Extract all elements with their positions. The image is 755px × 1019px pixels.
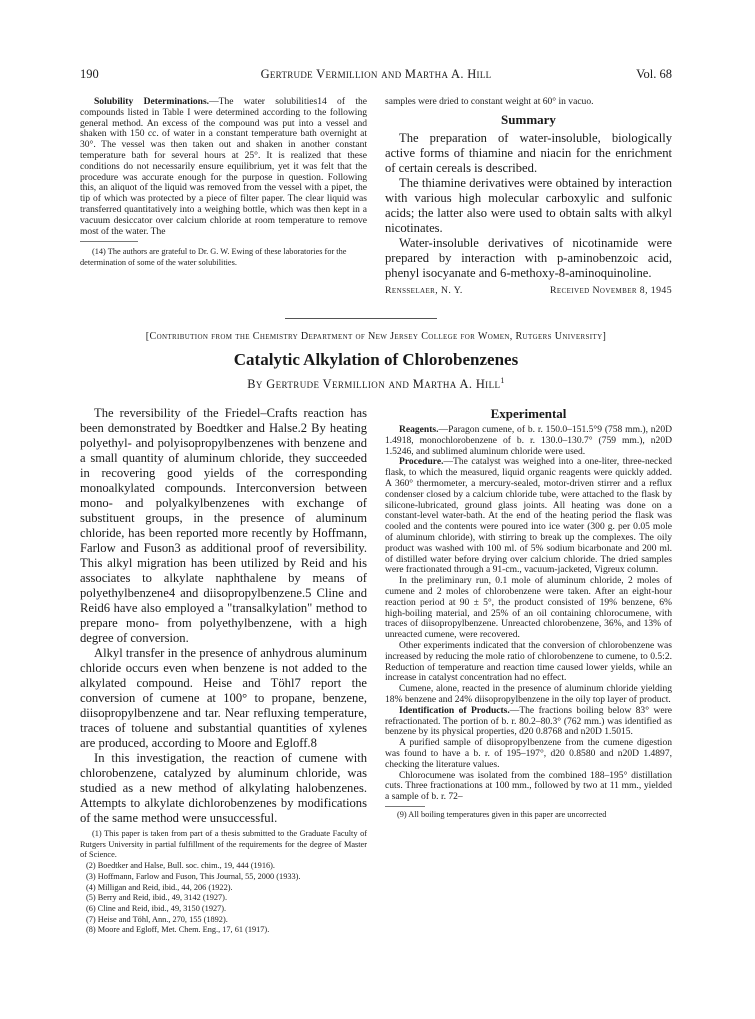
reagents-heading: Reagents. xyxy=(399,424,439,435)
footnote-14: (14) The authors are grateful to Dr. G. W. Ewing of these laboratories for the determination of some of the water solubilities. xyxy=(80,247,347,267)
prev-article-right-column xyxy=(385,97,672,299)
reagents-text: —Paragon cumene, of b. r. 150.0–151.5°9 (758 mm.), n20D 1.4918, monochlorobenzene of b. r. 130.0–130.7° (759 mm.), n20D 1.5246, and sublimed aluminum chloride were used. xyxy=(385,424,672,457)
preliminary-run-paragraph: In the preliminary run, 0.1 mole of aluminum chloride, 2 moles of cumene and 2 moles of chlorobenzene were taken. After an eight-hour reaction period at 90 ± 5°, the product consisted of 19% benzene, 6% high-boiling material, and 25% of an oil containing chlorocumene, with traces of diisopropylbenzene. Unreacted chlorobenzene, 36%, and 13% of unreacted cumene, were recovered. xyxy=(385,575,672,641)
footnote-5: (5) Berry and Reid, ibid., 49, 3142 (1927). xyxy=(86,893,228,903)
procedure-text: —The catalyst was weighed into a one-liter, three-necked flask, to which the measured, liquid organic reagents were quickly added. A 360° thermometer, a mercury-sealed, motor-driven stirrer and a reflux condenser closed by a calcium chloride tube, were attached to the flask by silicone-lubricated, ground glass joints. All heating was done on a constant-level water-bath. At the end of the heating period the flask was cooled and the contents were poured into ice water (300 g. per 0.05 mole of aluminum chloride), with stirring to break up the complexes. The oily product was washed with 100 ml. of 5% sodium bicarbonate and 200 ml. of distilled water before drying over calcium chloride. The dried samples were fractionated through a 91-cm., vacuum-jacketed, Vigreux column. xyxy=(385,456,672,576)
footnote-rule-2 xyxy=(385,806,425,807)
location: Rensselaer, N. Y. xyxy=(385,284,463,296)
volume-number: Vol. 68 xyxy=(636,67,672,81)
running-head xyxy=(80,67,672,85)
page-number: 190 xyxy=(80,67,99,81)
byline-text: By Gertrude Vermillion and Martha A. Hill xyxy=(247,377,501,392)
solubility-paragraph xyxy=(80,97,367,237)
summary-paragraph-1: The preparation of water-insoluble, biologically active forms of thiamine and niacin for the enrichment of certain cereals is described. xyxy=(385,130,672,175)
cumene-alone-paragraph: Cumene, alone, reacted in the presence of aluminum chloride yielding 18% benzene and 24% diisopropylbenzene in the oily top layer of product. xyxy=(385,683,672,705)
diisopropylbenzene-paragraph: A purified sample of diisopropylbenzene from the cumene digestion was found to have a b. r. of 195–197°, d20 0.8580 and n20D 1.4897, checking the literature values. xyxy=(385,737,672,770)
article-left-column xyxy=(80,406,367,936)
reagents-paragraph xyxy=(385,425,672,457)
summary-heading: Summary xyxy=(501,111,556,127)
running-head-authors: Gertrude Vermillion and Martha A. Hill xyxy=(260,67,492,81)
identification-paragraph xyxy=(385,706,672,738)
footnote-4: (4) Milligan and Reid, ibid., 44, 206 (1922). xyxy=(86,882,233,892)
chlorocumene-paragraph: Chlorocumene was isolated from the combined 188–195° distillation cuts. Three fractionations at 100 mm., followed by two at 11 mm., yielded a sample of b. r. 72– xyxy=(385,769,672,803)
procedure-paragraph xyxy=(385,457,672,576)
footnote-1: (1) This paper is taken from part of a thesis submitted to the Graduate Faculty of Rutgers University in partial fulfillment of the requirements for the degree of Master of Science. xyxy=(80,829,367,860)
contribution-line: [Contribution from the Chemistry Department of New Jersey College for Women, Rutgers University] xyxy=(145,331,607,342)
prev-continuation: samples were dried to constant weight at 60° in vacuo. xyxy=(385,96,594,107)
footnote-7: (7) Heise and Töhl, Ann., 270, 155 (1892). xyxy=(86,914,228,924)
article-title: Catalytic Alkylation of Chlorobenzenes xyxy=(233,350,519,369)
summary-paragraph-2: The thiamine derivatives were obtained by interaction with various high molecular carboxylic and sulfonic acids; the latter also were used to obtain salts with alkyl nicotinates. xyxy=(385,175,672,235)
received-date: Received November 8, 1945 xyxy=(549,284,672,296)
identification-text: —The fractions boiling below 83° were refractionated. The portion of b. r. 80.2–80.3° (762 mm.) was identified as benzene by its physical properties, d20 0.8768 and n20D 1.5015. xyxy=(385,704,672,738)
footnote-8: (8) Moore and Egloff, Met. Chem. Eng., 17, 61 (1917). xyxy=(86,925,270,935)
solubility-heading: Solubility Determinations. xyxy=(94,96,210,107)
procedure-heading: Procedure. xyxy=(399,456,444,468)
footnote-2: (2) Boedtker and Halse, Bull. soc. chim., 19, 444 (1916). xyxy=(86,861,275,871)
experimental-heading: Experimental xyxy=(490,406,567,421)
intro-paragraph-3: In this investigation, the reaction of cumene with chlorobenzene, catalyzed by aluminum chloride, was studied as a new method of alkylating halobenzenes. Attempts to alkylate dichlorobenzenes by modifications of the same method were unsuccessful. xyxy=(80,751,367,825)
footnote-3: (3) Hoffmann, Farlow and Fuson, This Journal, 55, 2000 (1933). xyxy=(86,871,301,881)
article-right-column xyxy=(385,406,672,820)
article-separator xyxy=(285,318,437,319)
article-byline xyxy=(80,376,672,392)
footnote-list xyxy=(80,829,367,936)
footnote-rule xyxy=(80,241,138,242)
solubility-text: —The water solubilities14 of the compounds listed in Table I were determined according to the following general method. An excess of the compound was put into a vessel and shaken with 150 cc. of water in a constant temperature bath overnight at 30°. The vessel was then taken out and shaken in another constant temperature bath for several hours at 25°. It is realized that these conditions do not necessarily ensure equilibrium, yet it was felt that the procedure was accurate enough for the purpose in question. Following this, an aliquot of the liquid was removed from the vessel with a pipet, the tip of which was protected by a piece of filter paper. The clear liquid was transferred quantitatively into a weighing bottle, which was then kept in a vacuum desiccator over calcium chloride at room temperature to remove most of the water. The xyxy=(80,96,367,237)
signoff xyxy=(385,285,672,299)
intro-paragraph-1: The reversibility of the Friedel–Crafts reaction has been demonstrated by Boedtker and Halse.2 By heating polyethyl- and polyisopropylbenzenes with benzene and a small quantity of aluminum chloride, they succeeded in recovering good yields of the corresponding monoalkylated compounds. Interconversion between mono- and polyalkylbenzenes with exchange of substituent groups, in the presence of aluminum chloride, has been reported more recently by Hoffmann, Farlow and Fuson3 as additional proof of reversibility. This alkyl migration has been utilized by Reid and his associates to alkylate naphthalene by means of polyethylbenzene4 and diisopropylbenzene.5 Cline and Reid6 have also employed a "transalkylation" method to prepare mono- from polyethylbenzene, with a high degree of conversion. xyxy=(80,406,367,645)
footnote-6: (6) Cline and Reid, ibid., 49, 3150 (1927). xyxy=(86,903,227,913)
byline-footnote-ref: 1 xyxy=(500,376,505,385)
other-experiments-paragraph: Other experiments indicated that the conversion of chlorobenzene was increased by reducing the mole ratio of chlorobenzene to cumene, to 0.5:2. Reduction of temperature and reaction time caused lower yields, while an increase in catalyst concentration had no effect. xyxy=(385,639,672,684)
summary-paragraph-3: Water-insoluble derivatives of nicotinamide were prepared by interaction with p-aminobenzoic acid, phenyl isocyanate and 6-methoxy-8-aminoquinoline. xyxy=(385,235,672,280)
identification-heading: Identification of Products. xyxy=(399,704,510,716)
intro-paragraph-2: Alkyl transfer in the presence of anhydrous aluminum chloride occurs even when benzene is not added to the alkylated compound. Heise and Töhl7 report the conversion of cumene at 100° to propane, benzene, diisopropylbenzene and tar. Near refluxing temperature, traces of toluene and substantial quantities of xylenes are produced, according to Moore and Egloff.8 xyxy=(80,646,367,750)
footnote-9: (9) All boiling temperatures given in this paper are uncorrected xyxy=(397,809,607,819)
prev-article-left-column xyxy=(80,97,367,268)
